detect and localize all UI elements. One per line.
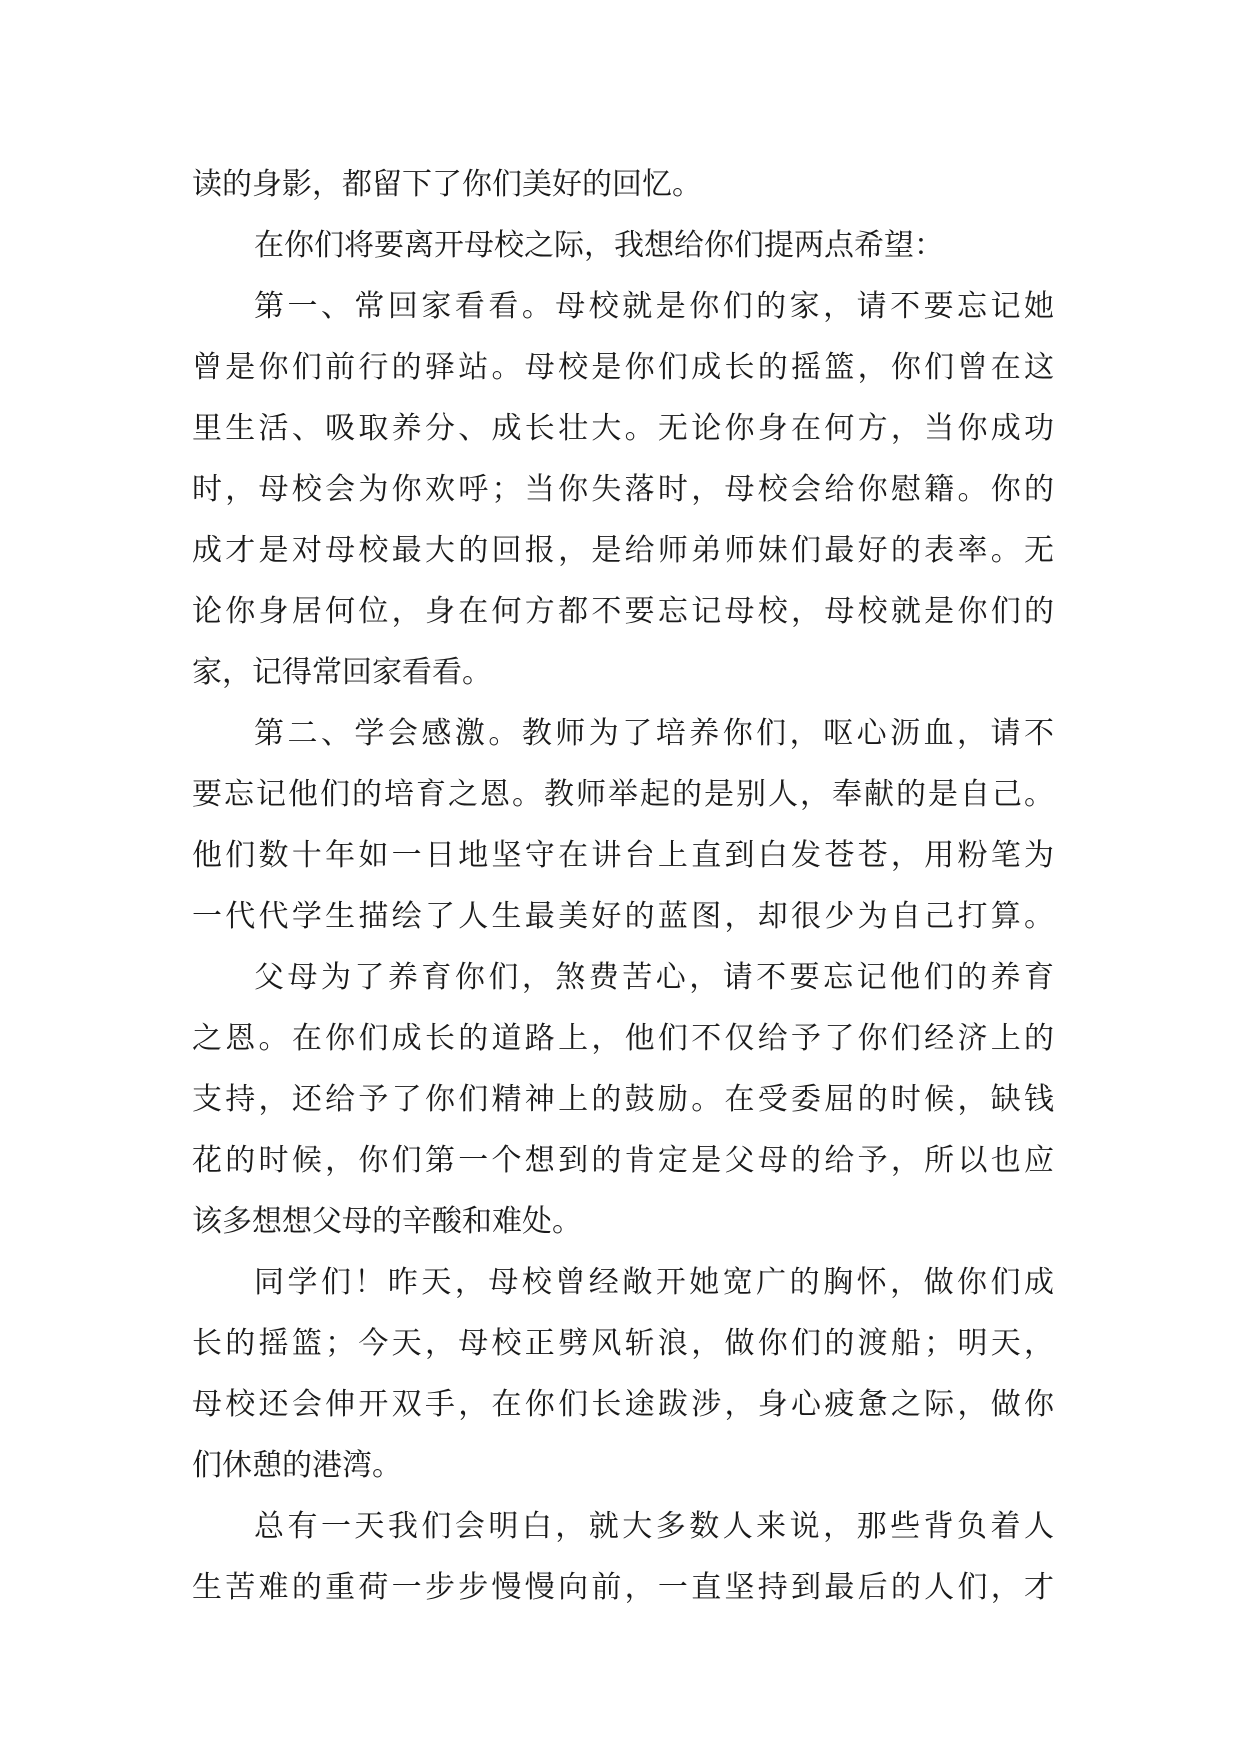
paragraph-parents [192, 947, 1054, 1252]
paragraph-classmates [192, 1252, 1054, 1496]
text-line: 同学们！昨天，母校曾经敞开她宽广的胸怀，做你们成 [254, 1265, 1054, 1300]
text-line: 长的摇篮；今天，母校正劈风斩浪，做你们的渡船；明天， [192, 1326, 1054, 1361]
paragraph-intro-hopes [192, 215, 1054, 276]
text-line: 时，母校会为你欢呼；当你失落时，母校会给你慰籍。你的 [192, 472, 1054, 507]
text-line: 论你身居何位，身在何方都不要忘记母校，母校就是你们的 [192, 594, 1054, 629]
text-line: 父母为了养育你们，煞费苦心，请不要忘记他们的养育 [254, 960, 1054, 995]
text-line: 里生活、吸取养分、成长壮大。无论你身在何方，当你成功 [192, 411, 1054, 446]
text-line: 家，记得常回家看看。 [192, 655, 492, 690]
text-line: 一代代学生描绘了人生最美好的蓝图，却很少为自己打算。 [192, 899, 1054, 934]
text-line: 支持，还给予了你们精神上的鼓励。在受委屈的时候，缺钱 [192, 1082, 1054, 1117]
text-line: 第一、常回家看看。母校就是你们的家，请不要忘记她 [254, 289, 1054, 324]
text-line: 该多想想父母的辛酸和难处。 [192, 1204, 582, 1239]
text-line: 生苦难的重荷一步步慢慢向前，一直坚持到最后的人们，才 [192, 1570, 1054, 1605]
text-line: 总有一天我们会明白，就大多数人来说，那些背负着人 [254, 1509, 1054, 1544]
paragraph-someday [192, 1496, 1054, 1618]
body-text [192, 154, 1054, 1618]
text-line: 花的时候，你们第一个想到的肯定是父母的给予，所以也应 [192, 1143, 1054, 1178]
paragraph-continuation [192, 154, 1054, 215]
paragraph-first-hope [192, 276, 1054, 703]
text-line: 第二、学会感激。教师为了培养你们，呕心沥血，请不 [254, 716, 1054, 751]
text-line: 他们数十年如一日地坚守在讲台上直到白发苍苍，用粉笔为 [192, 838, 1054, 873]
text-line: 读的身影，都留下了你们美好的回忆。 [192, 167, 702, 202]
text-line: 母校还会伸开双手，在你们长途跋涉，身心疲惫之际，做你 [192, 1387, 1054, 1422]
text-line: 成才是对母校最大的回报，是给师弟师妹们最好的表率。无 [192, 533, 1054, 568]
text-line: 们休憩的港湾。 [192, 1448, 402, 1483]
paragraph-second-hope [192, 703, 1054, 947]
text-line: 之恩。在你们成长的道路上，他们不仅给予了你们经济上的 [192, 1021, 1054, 1056]
text-line: 要忘记他们的培育之恩。教师举起的是别人，奉献的是自己。 [192, 777, 1054, 812]
text-line: 在你们将要离开母校之际，我想给你们提两点希望： [254, 228, 944, 263]
text-line: 曾是你们前行的驿站。母校是你们成长的摇篮，你们曾在这 [192, 350, 1054, 385]
